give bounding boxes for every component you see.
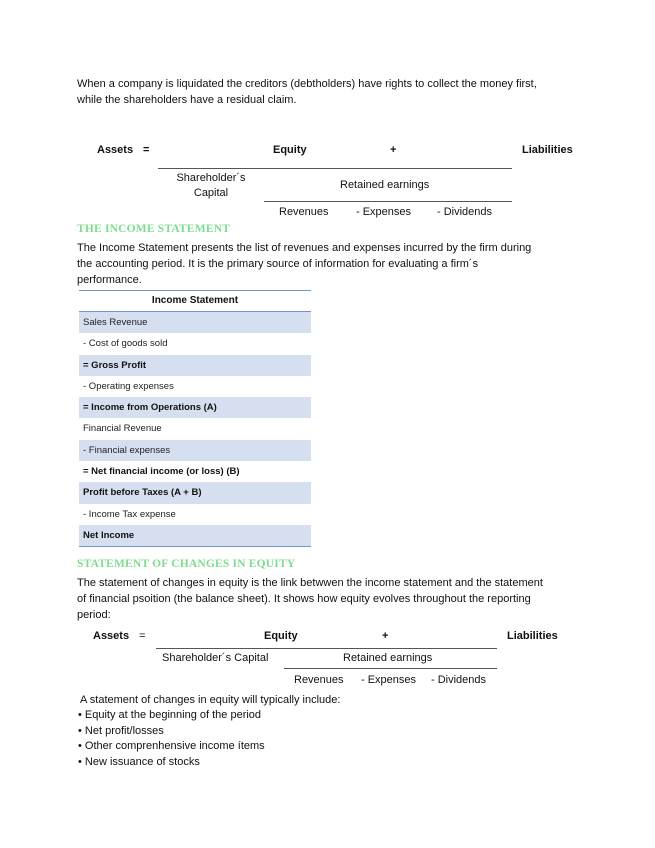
income-statement-paragraph bbox=[77, 240, 531, 288]
table-row: = Net financial income (or loss) (B) bbox=[83, 466, 240, 478]
eq1-top-line bbox=[158, 168, 512, 169]
eq1-equity: Equity bbox=[273, 144, 307, 156]
eq1-liabilities: Liabilities bbox=[522, 144, 573, 156]
table-row: - Cost of goods sold bbox=[83, 338, 168, 350]
eq1-dividends: - Dividends bbox=[437, 206, 493, 218]
income-statement-table bbox=[79, 290, 311, 547]
eq1-sub-line bbox=[264, 201, 512, 202]
eq2-top-line bbox=[156, 648, 497, 649]
intro-line-1: When a company is liquidated the creditors (debtholders) have rights to collect the money first, bbox=[77, 78, 537, 90]
eq1-revenues: Revenues bbox=[279, 206, 329, 218]
ce-para-line-1: The statement of changes in equity is the link betwwen the income statement and the statement bbox=[77, 577, 543, 589]
eq1-assets: Assets bbox=[97, 144, 134, 156]
eq2-expenses: - Expenses bbox=[361, 674, 417, 686]
is-para-line-1: The Income Statement presents the list of revenues and expenses incurred by the firm during bbox=[77, 242, 532, 254]
table-row: - Operating expenses bbox=[83, 380, 174, 392]
table-row: - Income Tax expense bbox=[83, 508, 176, 520]
ce-para-line-3: period: bbox=[77, 609, 111, 621]
eq2-liabilities: Liabilities bbox=[507, 630, 558, 642]
table-row: = Income from Operations (A) bbox=[79, 397, 311, 418]
eq1-retained-earnings: Retained earnings bbox=[340, 179, 430, 191]
list-item: • Equity at the beginning of the period bbox=[78, 709, 262, 721]
eq1-equals: = bbox=[143, 144, 150, 156]
intro-line-2: while the shareholders have a residual claim. bbox=[77, 94, 297, 106]
changes-in-equity-paragraph bbox=[77, 575, 543, 623]
table-row: = Gross Profit bbox=[79, 355, 311, 376]
intro-paragraph bbox=[77, 76, 537, 108]
list-item: • Net profit/losses bbox=[78, 724, 164, 737]
eq2-sub-line bbox=[284, 668, 497, 669]
includes-intro: A statement of changes in equity will typically include: bbox=[80, 694, 341, 706]
table-row: Profit before Taxes (A + B) bbox=[79, 482, 311, 503]
income-statement-heading: THE INCOME STATEMENT bbox=[77, 223, 231, 235]
list-item: • Other comprenhensive income ítems bbox=[78, 740, 265, 753]
eq1-shareholders-capital: Shareholder´s Capital bbox=[176, 172, 246, 199]
table-row: Financial Revenue bbox=[83, 423, 162, 435]
list-item: • New issuance of stocks bbox=[78, 755, 200, 768]
eq2-shareholders-capital: Shareholder´s Capital bbox=[162, 652, 269, 664]
table-row: Net Income bbox=[79, 525, 311, 547]
eq2-revenues: Revenues bbox=[294, 674, 344, 686]
ce-para-line-2: of financial psoition (the balance sheet). It shows how equity evolves throughout the reporting bbox=[77, 593, 531, 605]
eq1-plus: + bbox=[390, 144, 397, 156]
eq1-expenses: - Expenses bbox=[356, 206, 412, 218]
eq2-assets: Assets bbox=[93, 630, 130, 642]
eq2-dividends: - Dividends bbox=[431, 674, 487, 686]
includes-list bbox=[78, 708, 265, 770]
eq2-retained-earnings: Retained earnings bbox=[343, 652, 433, 664]
eq2-equals: = bbox=[139, 630, 146, 642]
table-row: - Financial expenses bbox=[79, 440, 311, 461]
is-para-line-3: performance. bbox=[77, 274, 142, 286]
eq2-equity: Equity bbox=[264, 630, 298, 642]
table-row: Sales Revenue bbox=[79, 312, 311, 333]
changes-in-equity-heading: STATEMENT OF CHANGES IN EQUITY bbox=[77, 558, 296, 570]
income-statement-table-title: Income Statement bbox=[79, 290, 311, 312]
eq2-plus: + bbox=[382, 630, 389, 642]
is-para-line-2: the accounting period. It is the primary source of information for evaluating a firm´s bbox=[77, 258, 479, 270]
